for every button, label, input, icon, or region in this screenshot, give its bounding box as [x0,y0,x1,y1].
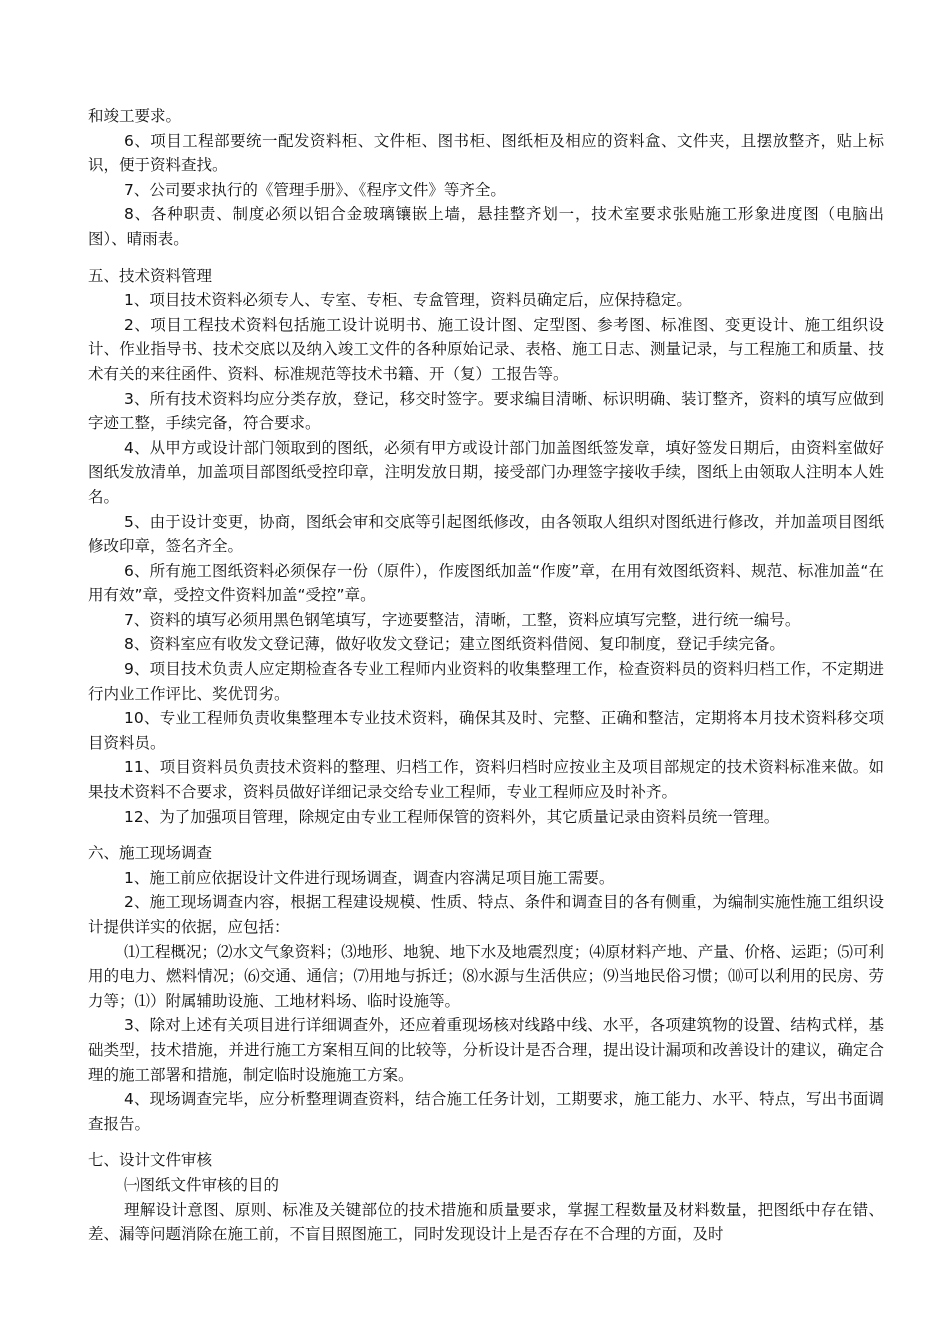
paragraph-5-12: 12、为了加强项目管理，除规定由专业工程师保管的资料外，其它质量记录由资料员统一管理。 [124,807,780,826]
section-heading-5: 五、技术资料管理 [88,266,213,285]
paragraph-5-8: 8、资料室应有收发文登记薄，做好收发文登记；建立图纸资料借阅、复印制度，登记手续完备。 [124,635,785,654]
paragraph-5-2: 2、项目工程技术资料包括施工设计说明书、施工设计图、定型图、参考图、标准图、变更设计、施工组织设计、作业指导书、技术交底以及纳入竣工文件的各种原始记录、表格、施工日志、测量记录，与工程施工和质量、技术有关的来往函件、资料、标准规范等技术书籍、开（复）工报告等。 [88,315,884,383]
section-gap [88,829,884,841]
paragraph-6-2-list: ⑴工程概况；⑵水文气象资料；⑶地形、地貌、地下水及地震烈度；⑷原材料产地、产量、价格、运距；⑸可利用的电力、燃料情况；⑹交通、通信；⑺用地与拆迁；⑻水源与生活供应；⑼当地民俗习惯；⑽可以利用的民房、劳力等；⑴）附属辅助设施、工地材料场、临时设施等。 [88,942,884,1010]
paragraph-5-1: 1、项目技术资料必须专人、专室、专柜、专盒管理，资料员确定后，应保持稳定。 [124,291,692,310]
section-heading-6: 六、施工现场调查 [88,844,213,863]
paragraph-6-4: 4、现场调查完毕，应分析整理调查资料，结合施工任务计划，工期要求，施工能力、水平、特点，写出书面调查报告。 [88,1090,884,1133]
paragraph-continuation: 和竣工要求。 [88,107,182,125]
paragraph-item-8: 8、各种职责、制度必须以铝合金玻璃镶嵌上墙，悬挂整齐划一，技术室要求张贴施工形象进度图（电脑出图）、晴雨表。 [88,205,884,248]
paragraph-item-6: 6、项目工程部要统一配发资料柜、文件柜、图书柜、图纸柜及相应的资料盒、文件夹，且摆放整齐，贴上标识，便于资料查找。 [88,131,884,175]
paragraph-6-2: 2、施工现场调查内容，根据工程建设规模、性质、特点、条件和调查目的各有侧重，为编制实施性施工组织设计提供详实的依据，应包括： [88,893,884,936]
paragraph-5-11: 11、项目资料员负责技术资料的整理、归档工作，资料归档时应按业主及项目部规定的技术资料标准来做。如果技术资料不合要求，资料员做好详细记录交给专业工程师，专业工程师应及时补齐。 [88,758,884,802]
section-gap [88,1136,884,1148]
paragraph-5-6: 6、所有施工图纸资料必须保存一份（原件），作废图纸加盖“作废”章，在用有效图纸资料、规范、标准加盖“在用有效”章，受控文件资料加盖“受控”章。 [88,561,884,605]
paragraph-6-3: 3、除对上述有关项目进行详细调查外，还应着重现场核对线路中线、水平，各项建筑物的设置、结构式样，基础类型，技术措施，并进行施工方案相互间的比较等，分析设计是否合理，提出设计漏项和改善设计的建议，确定合理的施工部署和措施，制定临时设施施工方案。 [88,1016,884,1084]
section-heading-7: 七、设计文件审核 [88,1151,213,1170]
paragraph-5-7: 7、资料的填写必须用黑色钢笔填写，字迹要整洁，清晰，工整，资料应填写完整，进行统一编号。 [124,610,801,629]
paragraph-6-1: 1、施工前应依据设计文件进行现场调查，调查内容满足项目施工需要。 [124,868,615,887]
paragraph-5-5: 5、由于设计变更，协商，图纸会审和交底等引起图纸修改，由各领取人组织对图纸进行修改，并加盖项目图纸修改印章，签名齐全。 [88,512,884,556]
paragraph-5-10: 10、专业工程师负责收集整理本专业技术资料，确保其及时、完整、正确和整洁，定期将本月技术资料移交项目资料员。 [88,709,884,752]
paragraph-5-9: 9、项目技术负责人应定期检查各专业工程师内业资料的收集整理工作，检查资料员的资料归档工作，不定期进行内业工作评比、奖优罚劣。 [88,660,884,703]
subsection-heading-7-1: ㈠图纸文件审核的目的 [124,1175,280,1194]
paragraph-item-7: 7、公司要求执行的《管理手册》、《程序文件》等齐全。 [124,180,506,199]
paragraph-7-1: 理解设计意图、原则、标准及关键部位的技术措施和质量要求，掌握工程数量及材料数量，把图纸中存在错、差、漏等问题消除在施工前，不盲目照图施工，同时发现设计上是否存在不合理的方面，及时 [88,1200,884,1244]
section-gap [88,252,884,264]
paragraph-5-3: 3、所有技术资料均应分类存放，登记，移交时签字。要求编目清晰、标识明确、装订整齐，资料的填写应做到字迹工整，手续完备，符合要求。 [88,389,884,433]
paragraph-5-4: 4、从甲方或设计部门领取到的图纸，必须有甲方或设计部门加盖图纸签发章，填好签发日期后，由资料室做好图纸发放清单，加盖项目部图纸受控印章，注明发放日期，接受部门办理签字接收手续，图纸上由领取人注明本人姓名。 [88,438,884,506]
